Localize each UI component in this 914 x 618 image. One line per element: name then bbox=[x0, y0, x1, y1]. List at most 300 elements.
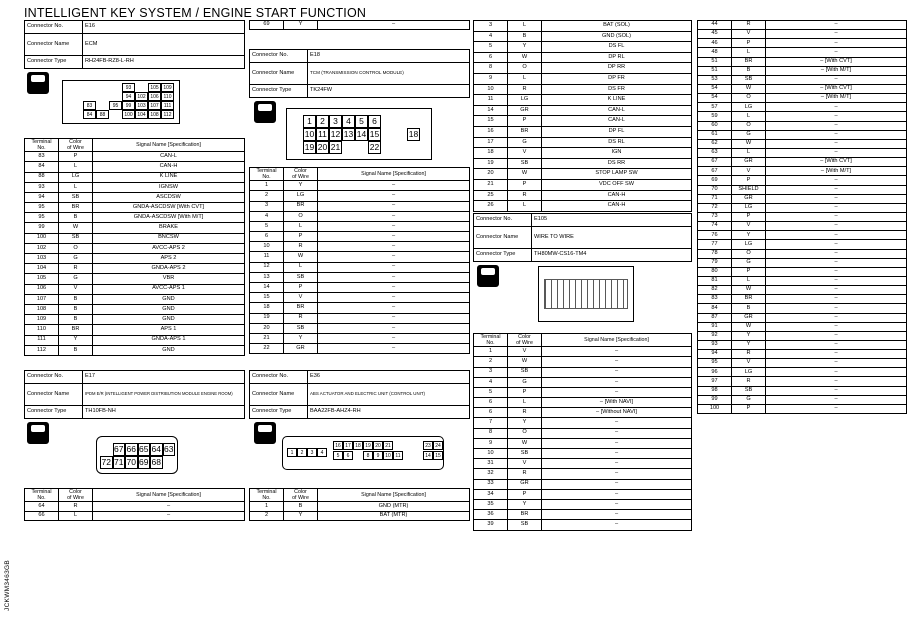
signal-name: GND bbox=[93, 315, 245, 325]
wire-color: P bbox=[508, 489, 542, 499]
terminal-no: 2 bbox=[250, 191, 284, 201]
terminal-no: 92 bbox=[698, 331, 732, 340]
wire-color: P bbox=[284, 232, 318, 242]
e16-info: Connector No. E16 Connector Name ECM Connector Type RH24FB-RZ8-L-RH bbox=[24, 20, 245, 69]
terminal-no: 110 bbox=[25, 325, 59, 335]
signal-name: – bbox=[318, 303, 470, 313]
e105-info: Connector No. E105 Connector Name WIRE TO WIRE Connector Type TH80MW-CS16-TM4 bbox=[473, 213, 692, 262]
terminal-no: 7 bbox=[474, 418, 508, 428]
signal-name: – bbox=[542, 479, 692, 489]
table-row bbox=[474, 63, 692, 74]
table-row bbox=[474, 158, 692, 169]
connector-pin: 95 bbox=[109, 101, 122, 110]
signal-name: – bbox=[318, 221, 470, 231]
wire-color: L bbox=[732, 148, 766, 157]
connector-pin bbox=[381, 128, 394, 141]
connector-pin bbox=[403, 441, 413, 450]
table-row bbox=[25, 274, 245, 284]
connector-pin: 88 bbox=[96, 110, 109, 119]
table-row bbox=[250, 303, 470, 313]
signal-name: – bbox=[93, 502, 245, 512]
table-row bbox=[250, 323, 470, 333]
terminal-no: 35 bbox=[474, 499, 508, 509]
wire-color: R bbox=[732, 21, 766, 30]
signal-name: – bbox=[766, 295, 907, 304]
table-row bbox=[25, 192, 245, 202]
terminal-no: 83 bbox=[698, 295, 732, 304]
wire-color: BR bbox=[508, 510, 542, 520]
connector-pin: 65 bbox=[139, 444, 149, 454]
table-row bbox=[698, 276, 907, 285]
table-row bbox=[698, 313, 907, 322]
terminal-no: 57 bbox=[698, 103, 732, 112]
signal-name: – bbox=[766, 185, 907, 194]
wire-color: V bbox=[284, 293, 318, 303]
terminal-no: 83 bbox=[25, 152, 59, 162]
terminal-no: 108 bbox=[25, 304, 59, 314]
connector-pin: 106 bbox=[148, 92, 161, 101]
terminal-no: 25 bbox=[474, 190, 508, 201]
table-row bbox=[698, 386, 907, 395]
table-row bbox=[698, 395, 907, 404]
terminal-no: 76 bbox=[698, 231, 732, 240]
table-row bbox=[25, 294, 245, 304]
wire-color: GR bbox=[732, 194, 766, 203]
signal-name: – bbox=[766, 386, 907, 395]
signal-name: – bbox=[318, 272, 470, 282]
table-row bbox=[698, 176, 907, 185]
signal-name: BRAKE bbox=[93, 223, 245, 233]
connector-pin bbox=[109, 83, 122, 92]
wire-color: L bbox=[59, 162, 93, 172]
terminal-no: 15 bbox=[250, 293, 284, 303]
terminal-no: 1 bbox=[250, 181, 284, 191]
table-row bbox=[698, 121, 907, 130]
terminal-no: 107 bbox=[25, 294, 59, 304]
terminal-no: 94 bbox=[698, 350, 732, 359]
wire-color: B bbox=[732, 304, 766, 313]
terminal-no: 46 bbox=[698, 39, 732, 48]
signal-name: – bbox=[766, 121, 907, 130]
signal-name: DS FL bbox=[542, 42, 692, 53]
connector-pin: 109 bbox=[161, 83, 174, 92]
e17-info: Connector No. E17 Connector Name IPDM E/R (INTELLIGENT POWER DISTRIBUTION MODULE ENGINE ROOM) Connector Type TH10FB-NH bbox=[24, 370, 245, 419]
connector-pin bbox=[407, 141, 420, 154]
terminal-no: 96 bbox=[698, 368, 732, 377]
wire-color: W bbox=[508, 438, 542, 448]
terminal-no: 6 bbox=[474, 398, 508, 408]
wire-color: Y bbox=[732, 340, 766, 349]
wire-color: R bbox=[59, 502, 93, 512]
terminal-no: 11 bbox=[250, 252, 284, 262]
signal-name: CAN-H bbox=[93, 162, 245, 172]
terminal-no: 3 bbox=[250, 201, 284, 211]
connector-pin: 84 bbox=[83, 110, 96, 119]
wire-color: SB bbox=[508, 449, 542, 459]
table-row bbox=[250, 181, 470, 191]
table-row bbox=[250, 21, 470, 30]
terminal-no: 19 bbox=[474, 158, 508, 169]
wire-color: R bbox=[732, 350, 766, 359]
terminal-no: 106 bbox=[25, 284, 59, 294]
wire-color: P bbox=[732, 212, 766, 221]
connector-pin: 23 bbox=[423, 441, 433, 450]
table-row bbox=[250, 211, 470, 221]
connector-pin bbox=[83, 92, 96, 101]
table-row bbox=[250, 262, 470, 272]
wire-color: P bbox=[732, 176, 766, 185]
connector-pin: 66 bbox=[126, 444, 136, 454]
wire-color: W bbox=[508, 357, 542, 367]
signal-name: – bbox=[766, 377, 907, 386]
wire-color: L bbox=[284, 262, 318, 272]
terminal-no: 78 bbox=[698, 249, 732, 258]
wire-color: P bbox=[59, 152, 93, 162]
table-row bbox=[698, 39, 907, 48]
connector-pin: 15 bbox=[369, 129, 380, 139]
table-row bbox=[474, 42, 692, 53]
signal-name: BAT (MTR) bbox=[318, 511, 470, 521]
table-row bbox=[474, 357, 692, 367]
connector-pin bbox=[355, 141, 368, 154]
terminal-no: 51 bbox=[698, 57, 732, 66]
wire-color: Y bbox=[284, 21, 318, 30]
wire-color: G bbox=[508, 137, 542, 148]
connector-pin: 18 bbox=[408, 129, 419, 139]
signal-name: – bbox=[766, 350, 907, 359]
signal-name: – bbox=[542, 357, 692, 367]
terminal-no: 2 bbox=[250, 511, 284, 521]
signal-name: – bbox=[766, 203, 907, 212]
connector-pin: 6 bbox=[368, 115, 381, 128]
terminal-no: 5 bbox=[250, 221, 284, 231]
signal-name: GNDA-APS 1 bbox=[93, 335, 245, 345]
connector-pin: 20 bbox=[317, 142, 328, 152]
table-row bbox=[250, 232, 470, 242]
wire-color: LG bbox=[508, 95, 542, 106]
table-row bbox=[474, 148, 692, 159]
terminal-no: 69 bbox=[698, 176, 732, 185]
terminal-no: 32 bbox=[474, 469, 508, 479]
wire-color: LG bbox=[59, 172, 93, 182]
signal-name: – [With M/T] bbox=[766, 167, 907, 176]
connector-pin: 16 bbox=[333, 441, 343, 450]
connector-pin: 68 bbox=[151, 457, 161, 467]
terminal-no: 6 bbox=[474, 52, 508, 63]
table-row bbox=[25, 264, 245, 274]
wire-color: SB bbox=[284, 323, 318, 333]
signal-name: – bbox=[318, 293, 470, 303]
terminal-no: 39 bbox=[474, 520, 508, 530]
wire-color: Y bbox=[284, 181, 318, 191]
signal-name: – bbox=[766, 130, 907, 139]
terminal-no: 18 bbox=[250, 303, 284, 313]
terminal-no: 21 bbox=[474, 179, 508, 190]
connector-pin: 10 bbox=[304, 129, 315, 139]
wire-color: B bbox=[508, 31, 542, 42]
wire-color: O bbox=[732, 121, 766, 130]
wire-color: B bbox=[59, 304, 93, 314]
wire-color: BR bbox=[59, 325, 93, 335]
terminal-no: 22 bbox=[250, 344, 284, 354]
e36-info: Connector No. E36 Connector Name ABS ACTUATOR AND ELECTRIC UNIT (CONTROL UNIT) Connector Type BAA22FB-AHZ4-RH bbox=[249, 370, 470, 419]
wire-color: L bbox=[59, 511, 93, 521]
wire-color: SB bbox=[59, 233, 93, 243]
connector-pin: 93 bbox=[122, 83, 135, 92]
signal-name: – bbox=[318, 323, 470, 333]
terminal-no: 33 bbox=[474, 479, 508, 489]
table-row bbox=[474, 95, 692, 106]
wire-color: LG bbox=[732, 240, 766, 249]
e17-connector-face bbox=[96, 436, 178, 474]
signal-name: – bbox=[318, 181, 470, 191]
connector-pin bbox=[109, 92, 122, 101]
wire-color: R bbox=[732, 377, 766, 386]
wire-color: SB bbox=[508, 520, 542, 530]
table-row bbox=[698, 331, 907, 340]
e105-terminal-table: Terminal No. Color of Wire Signal Name [Specification] 1 V – 2 W – 3 SB – 4 G – 5 P – 6 L – [With NAVI] 6 R – [Without NAVI] 7 Y – 8 O – 9 W – 10 SB – 31 V – 32 R – 33 GR – 34 P – 35 Y – 36 BR – 39 SB – bbox=[473, 333, 692, 531]
signal-name: – bbox=[318, 211, 470, 221]
signal-name: – bbox=[318, 313, 470, 323]
wire-color: V bbox=[59, 284, 93, 294]
terminal-no: 81 bbox=[698, 276, 732, 285]
table-row bbox=[25, 162, 245, 172]
signal-name: – bbox=[766, 21, 907, 30]
table-row bbox=[25, 223, 245, 233]
table-row bbox=[698, 304, 907, 313]
table-row bbox=[698, 377, 907, 386]
connector-pin: 24 bbox=[433, 441, 443, 450]
wire-color: L bbox=[508, 73, 542, 84]
signal-name: DP RR bbox=[542, 63, 692, 74]
connector-pin: 5 bbox=[355, 115, 368, 128]
terminal-no: 73 bbox=[698, 212, 732, 221]
signal-name: – bbox=[766, 103, 907, 112]
table-row bbox=[25, 233, 245, 243]
table-row bbox=[250, 293, 470, 303]
table-row bbox=[474, 84, 692, 95]
signal-name: DS RR bbox=[542, 158, 692, 169]
connector-pin bbox=[96, 92, 109, 101]
connector-pin: 14 bbox=[423, 451, 433, 460]
connector-pin: 13 bbox=[343, 129, 354, 139]
e17-terminal-table: Terminal No. Color of Wire Signal Name [Specification] 64 R – 66 L – bbox=[24, 488, 245, 521]
connector-pin: 11 bbox=[393, 451, 403, 460]
connector-pin bbox=[353, 451, 363, 460]
table-row bbox=[698, 66, 907, 75]
signal-name: APS 2 bbox=[93, 254, 245, 264]
terminal-no: 6 bbox=[250, 232, 284, 242]
table-row bbox=[698, 368, 907, 377]
signal-name: DS RL bbox=[542, 137, 692, 148]
terminal-no: 95 bbox=[25, 203, 59, 213]
terminal-no: 67 bbox=[698, 167, 732, 176]
table-row bbox=[25, 511, 245, 521]
wire-color: L bbox=[508, 398, 542, 408]
terminal-no: 98 bbox=[698, 386, 732, 395]
connector-pin: 111 bbox=[161, 101, 174, 110]
connector-pin bbox=[394, 115, 407, 128]
signal-name: – bbox=[318, 201, 470, 211]
terminal-no: 93 bbox=[698, 340, 732, 349]
table-row bbox=[474, 510, 692, 520]
e36-continued-table bbox=[473, 20, 692, 212]
connector-pin: 11 bbox=[316, 128, 329, 141]
signal-name: – bbox=[766, 75, 907, 84]
table-row bbox=[698, 212, 907, 221]
terminal-no: 84 bbox=[698, 304, 732, 313]
terminal-no: 1 bbox=[250, 502, 284, 512]
signal-name: – bbox=[766, 148, 907, 157]
connector-pin: 20 bbox=[373, 441, 383, 450]
terminal-no: 20 bbox=[474, 169, 508, 180]
table-row bbox=[474, 479, 692, 489]
signal-name: – bbox=[542, 520, 692, 530]
wire-color: R bbox=[59, 264, 93, 274]
wire-color: P bbox=[508, 179, 542, 190]
signal-name: – bbox=[318, 21, 470, 30]
terminal-no: 11 bbox=[474, 95, 508, 106]
signal-name: GND bbox=[93, 294, 245, 304]
terminal-no: 82 bbox=[698, 286, 732, 295]
signal-name: BAT (SOL) bbox=[542, 21, 692, 32]
wire-color: Y bbox=[284, 333, 318, 343]
wire-color: P bbox=[508, 387, 542, 397]
table-row bbox=[250, 242, 470, 252]
wire-color: LG bbox=[732, 203, 766, 212]
wire-color: B bbox=[732, 66, 766, 75]
hs-icon bbox=[27, 422, 49, 444]
terminal-no: 9 bbox=[474, 73, 508, 84]
terminal-no: 17 bbox=[474, 137, 508, 148]
connector-pin bbox=[96, 83, 109, 92]
connector-pin bbox=[163, 456, 176, 469]
table-row bbox=[698, 222, 907, 231]
signal-name: AVCC-APS 1 bbox=[93, 284, 245, 294]
table-row bbox=[250, 344, 470, 354]
wire-color: B bbox=[284, 502, 318, 512]
terminal-no: 54 bbox=[698, 84, 732, 93]
connector-pin: 21 bbox=[330, 142, 341, 152]
connector-pin: 72 bbox=[101, 457, 111, 467]
terminal-no: 51 bbox=[698, 66, 732, 75]
wire-color: O bbox=[59, 243, 93, 253]
terminal-no: 72 bbox=[698, 203, 732, 212]
table-row bbox=[474, 449, 692, 459]
connector-pin: 12 bbox=[330, 129, 341, 139]
connector-pin: 104 bbox=[135, 110, 148, 119]
table-row bbox=[250, 313, 470, 323]
signal-name: – bbox=[542, 489, 692, 499]
signal-name: K LINE bbox=[542, 95, 692, 106]
signal-name: DP FL bbox=[542, 126, 692, 137]
signal-name: – [With NAVI] bbox=[542, 398, 692, 408]
connector-pin bbox=[381, 141, 394, 154]
signal-name: CAN-L bbox=[542, 105, 692, 116]
table-row bbox=[250, 221, 470, 231]
table-row bbox=[25, 254, 245, 264]
signal-name: VBR bbox=[93, 274, 245, 284]
e36-connector-face bbox=[282, 436, 444, 470]
signal-name: – bbox=[766, 222, 907, 231]
signal-name: – bbox=[542, 459, 692, 469]
connector-pin: 15 bbox=[433, 451, 443, 460]
wire-color: Y bbox=[59, 335, 93, 345]
hs-icon bbox=[477, 265, 499, 287]
connector-pin: 105 bbox=[148, 83, 161, 92]
table-row bbox=[698, 258, 907, 267]
connector-pin: 67 bbox=[114, 444, 124, 454]
wire-color: R bbox=[284, 313, 318, 323]
terminal-no: 111 bbox=[25, 335, 59, 345]
wire-color: SB bbox=[508, 158, 542, 169]
signal-name: DP RL bbox=[542, 52, 692, 63]
e105-continued-table bbox=[697, 20, 907, 414]
table-row bbox=[250, 201, 470, 211]
signal-name: – bbox=[766, 258, 907, 267]
terminal-no: 71 bbox=[698, 194, 732, 203]
signal-name: GND (MTR) bbox=[318, 502, 470, 512]
table-row bbox=[698, 21, 907, 30]
wire-color: L bbox=[732, 112, 766, 121]
signal-name: – bbox=[542, 469, 692, 479]
signal-name: CAN-L bbox=[542, 116, 692, 127]
table-row bbox=[698, 267, 907, 276]
terminal-no: 53 bbox=[698, 75, 732, 84]
signal-name: – bbox=[542, 510, 692, 520]
table-row bbox=[698, 240, 907, 249]
wire-color: W bbox=[732, 322, 766, 331]
signal-name: GNDA-ASCDSW [With CVT] bbox=[93, 203, 245, 213]
table-row bbox=[698, 30, 907, 39]
terminal-no: 64 bbox=[25, 502, 59, 512]
wire-color: B bbox=[59, 294, 93, 304]
table-row bbox=[698, 185, 907, 194]
signal-name: VDC OFF SW bbox=[542, 179, 692, 190]
signal-name: BNCSW bbox=[93, 233, 245, 243]
table-row bbox=[250, 283, 470, 293]
wire-color: Y bbox=[732, 231, 766, 240]
connector-pin: 4 bbox=[317, 448, 327, 457]
signal-name: – bbox=[542, 377, 692, 387]
signal-name: – bbox=[766, 395, 907, 404]
terminal-no: 87 bbox=[698, 313, 732, 322]
table-row bbox=[25, 284, 245, 294]
wire-color: W bbox=[732, 286, 766, 295]
e18-terminal-table: Terminal No. Color of Wire Signal Name [Specification] 1 Y – 2 LG – 3 BR – 4 O – 5 L – 6 P – 10 R – 11 W – 12 L – 13 SB – 14 P – 15 V – 18 BR – 19 R – 20 SB – 21 Y – 22 GR – bbox=[249, 167, 470, 354]
terminal-no: 112 bbox=[25, 345, 59, 355]
wire-color: BR bbox=[59, 203, 93, 213]
terminal-no: 99 bbox=[698, 395, 732, 404]
connector-pin: 63 bbox=[164, 444, 174, 454]
table-row bbox=[25, 315, 245, 325]
table-row bbox=[474, 73, 692, 84]
table-row bbox=[250, 333, 470, 343]
connector-pin: 69 bbox=[139, 457, 149, 467]
wire-color: SB bbox=[732, 75, 766, 84]
signal-name: – bbox=[766, 194, 907, 203]
signal-name: – [Without NAVI] bbox=[542, 408, 692, 418]
connector-pin: 2 bbox=[297, 448, 307, 457]
signal-name: – bbox=[766, 340, 907, 349]
signal-name: – bbox=[766, 368, 907, 377]
table-row bbox=[698, 103, 907, 112]
wire-color: V bbox=[732, 359, 766, 368]
connector-pin bbox=[394, 141, 407, 154]
connector-pin: 19 bbox=[363, 441, 373, 450]
terminal-no: 77 bbox=[698, 240, 732, 249]
connector-pin bbox=[393, 441, 403, 450]
